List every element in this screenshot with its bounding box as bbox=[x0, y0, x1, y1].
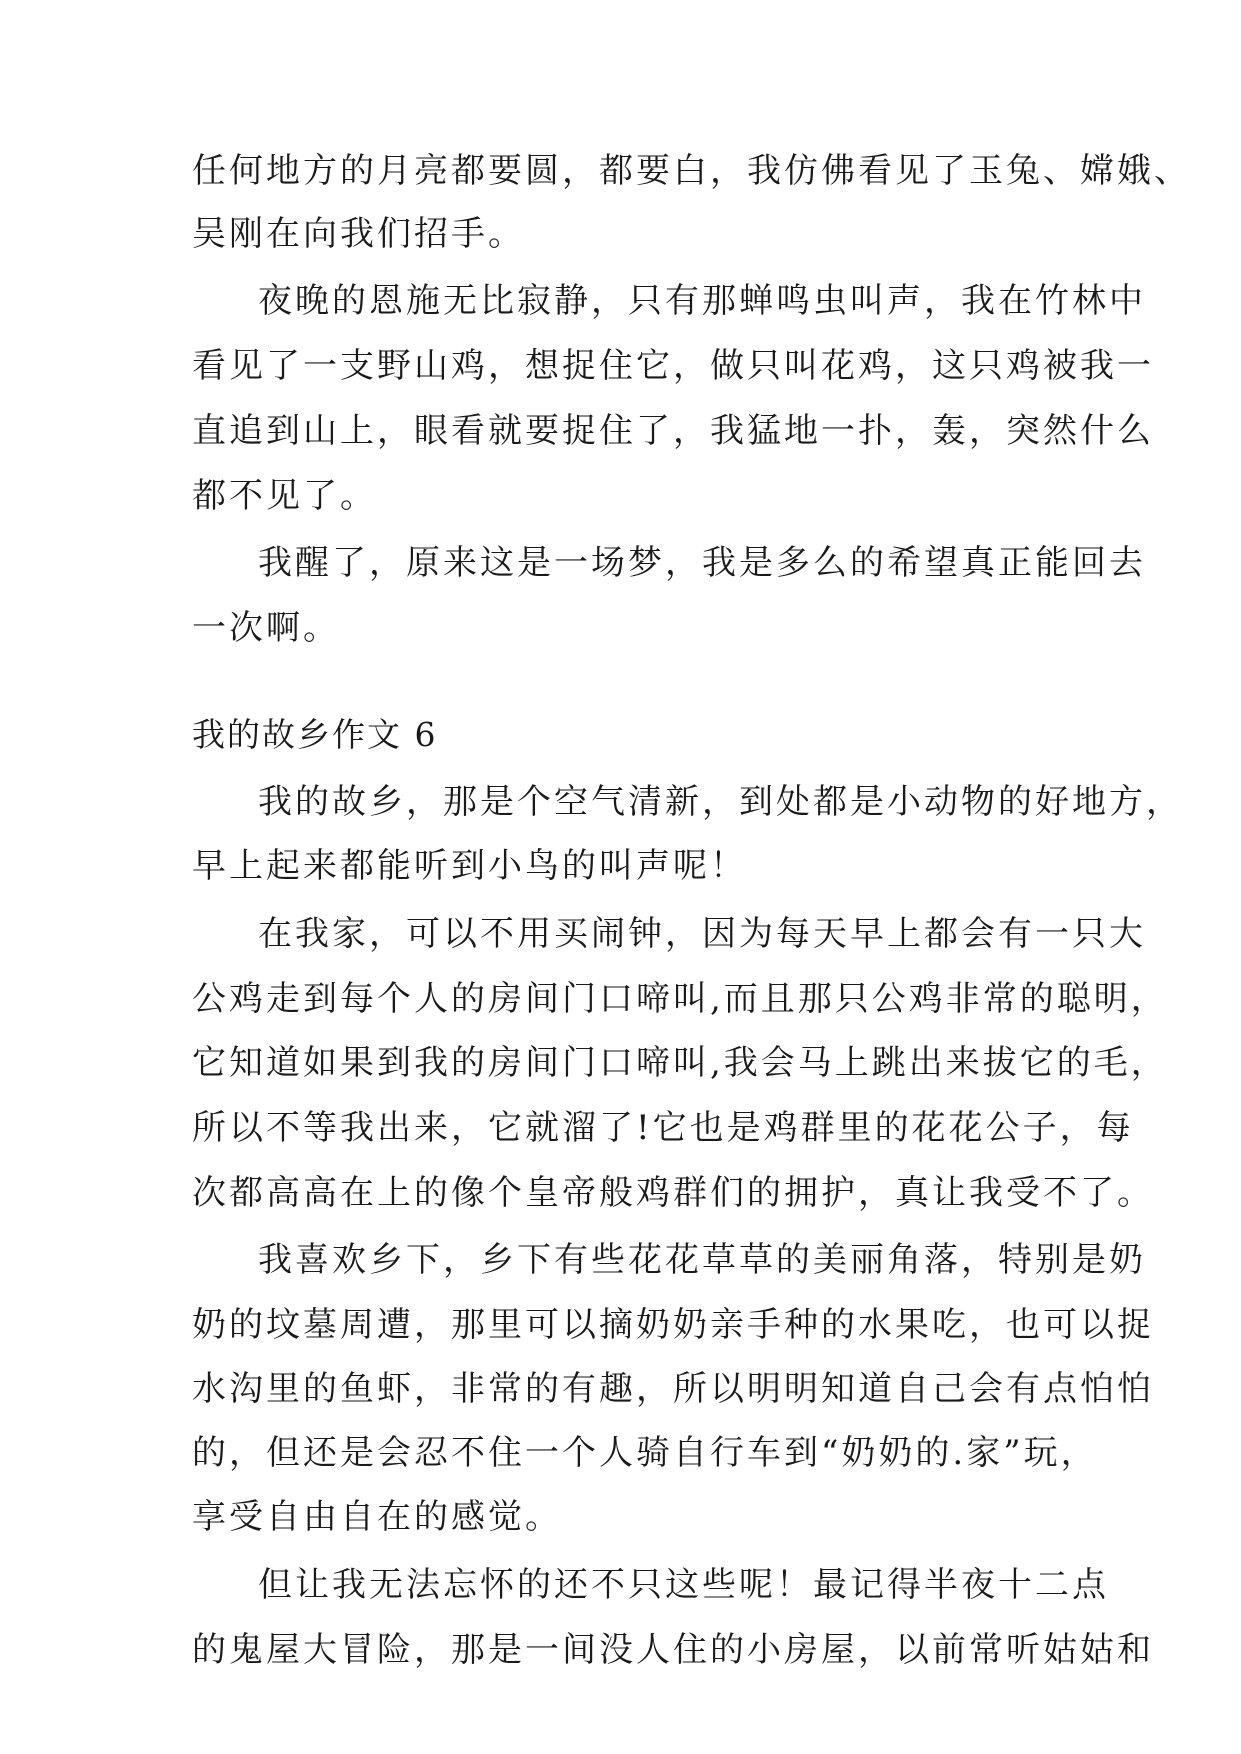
paragraph-7-line-1: 但让我无法忘怀的还不只这些呢！最记得半夜十二点 bbox=[258, 1565, 1109, 1605]
paragraph-3-line-1: 我醒了，原来这是一场梦，我是多么的希望真正能回去 bbox=[258, 543, 1146, 583]
paragraph-5-line-2: 公鸡走到每个人的房间门口啼叫,而且那只公鸡非常的聪明， bbox=[192, 979, 1168, 1019]
paragraph-6-line-1: 我喜欢乡下，乡下有些花花草草的美丽角落，特别是奶 bbox=[258, 1240, 1146, 1280]
paragraph-5-line-5: 次都高高在上的像个皇帝般鸡群们的拥护，真让我受不了。 bbox=[192, 1173, 1154, 1213]
paragraph-6-line-5: 享受自由自在的感觉。 bbox=[192, 1497, 562, 1537]
paragraph-2-line-4: 都不见了。 bbox=[192, 476, 377, 516]
paragraph-6-line-4: 的，但还是会忍不住一个人骑自行车到“奶奶的.家”玩， bbox=[192, 1433, 1098, 1473]
paragraph-4-line-1: 我的故乡，那是个空气清新，到处都是小动物的好地方， bbox=[258, 782, 1183, 822]
paragraph-5-line-3: 它知道如果到我的房间门口啼叫,我会马上跳出来拔它的毛， bbox=[192, 1043, 1168, 1083]
paragraph-6-line-2: 奶的坟墓周遭，那里可以摘奶奶亲手种的水果吃，也可以捉 bbox=[192, 1305, 1154, 1345]
paragraph-3-line-2: 一次啊。 bbox=[192, 608, 340, 648]
paragraph-6-line-3: 水沟里的鱼虾，非常的有趣，所以明明知道自己会有点怕怕 bbox=[192, 1369, 1154, 1409]
paragraph-2-line-1: 夜晚的恩施无比寂静，只有那蝉鸣虫叫声，我在竹林中 bbox=[258, 281, 1146, 321]
paragraph-2-line-2: 看见了一支野山鸡，想捉住它，做只叫花鸡，这只鸡被我一 bbox=[192, 346, 1154, 386]
paragraph-2-line-3: 直追到山上，眼看就要捉住了，我猛地一扑，轰，突然什么 bbox=[192, 411, 1154, 451]
section-heading: 我的故乡作文 6 bbox=[192, 715, 438, 754]
paragraph-5-line-1: 在我家，可以不用买闹钟，因为每天早上都会有一只大 bbox=[258, 914, 1146, 954]
paragraph-4-line-2: 早上起来都能听到小鸟的叫声呢！ bbox=[192, 846, 747, 886]
paragraph-1-line-1: 任何地方的月亮都要圆，都要白，我仿佛看见了玉兔、嫦娥、 bbox=[192, 151, 1191, 191]
paragraph-7-line-2: 的鬼屋大冒险，那是一间没人住的小房屋，以前常听姑姑和 bbox=[192, 1630, 1154, 1670]
paragraph-1-line-2: 吴刚在向我们招手。 bbox=[192, 214, 525, 254]
paragraph-5-line-4: 所以不等我出来，它就溜了!它也是鸡群里的花花公子，每 bbox=[192, 1108, 1134, 1148]
